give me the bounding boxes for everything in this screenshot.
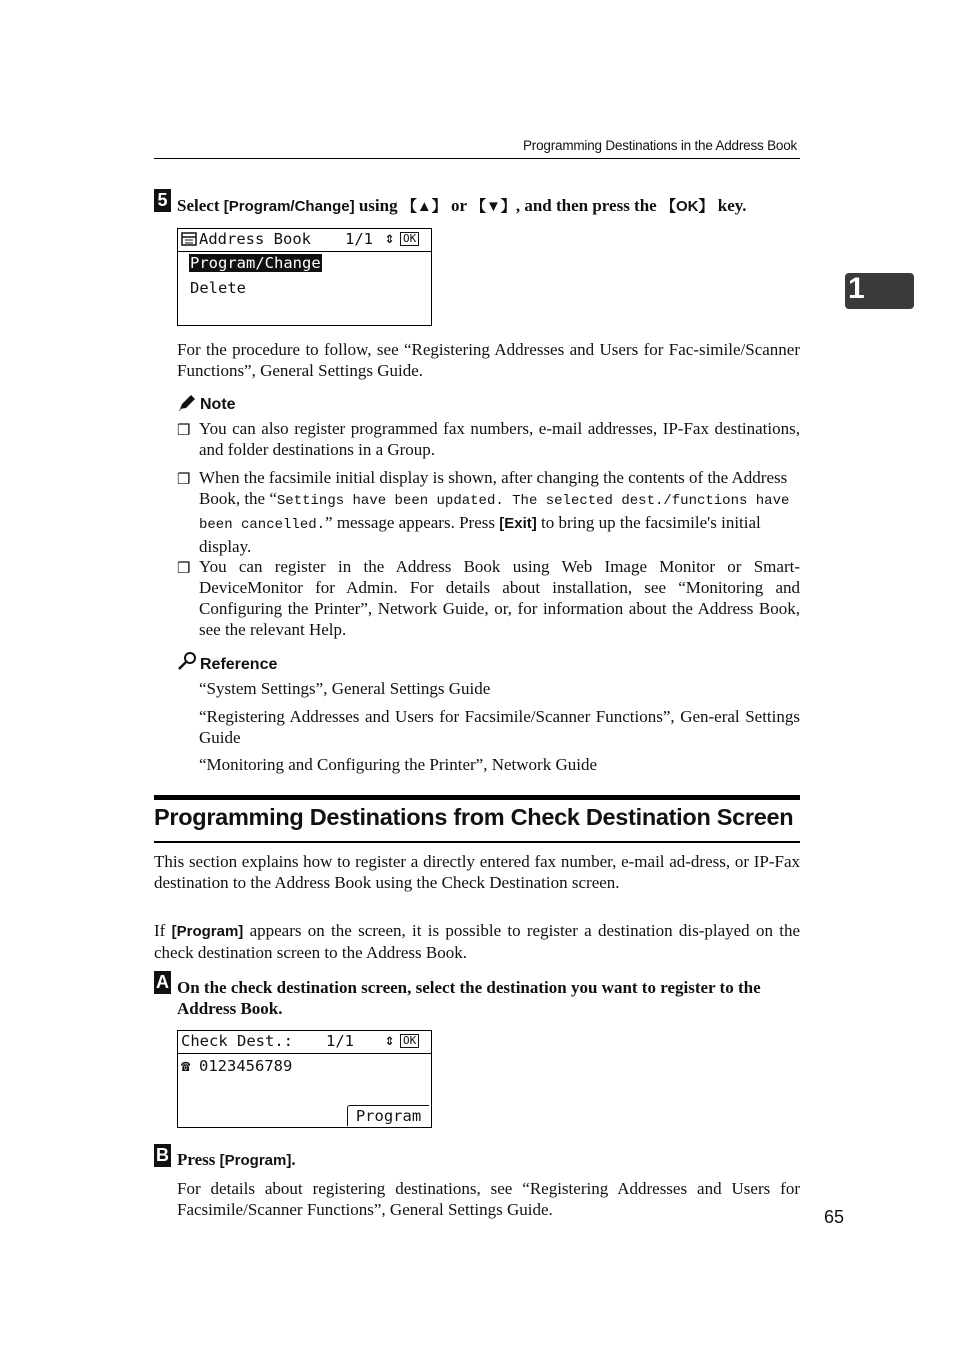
lcd-ok-button[interactable]: OK xyxy=(400,1034,419,1048)
step-b-detail: For details about registering destinations, see “Registering Addresses and Users for Facsimile/Scanner Functions”, General Settings Guide. xyxy=(177,1179,800,1219)
lcd-title-bar xyxy=(178,229,431,252)
program-change-key: [Program/Change] xyxy=(223,198,355,215)
section-intro: This section explains how to register a directly entered fax number, e-mail ad-dress, or IP-Fax destination to the Address Book using the Check Destination screen. xyxy=(154,852,800,892)
lcd-page-indicator: 1/1 xyxy=(345,230,373,248)
reference-item-3: “Monitoring and Configuring the Printer”, Network Guide xyxy=(199,755,598,774)
procedure-paragraph: For the procedure to follow, see “Registering Addresses and Users for Fac-simile/Scanner Functions”, General Settings Guide. xyxy=(177,340,800,380)
reference-item-2: “Registering Addresses and Users for Facsimile/Scanner Functions”, Gen-eral Settings Guide xyxy=(199,707,800,747)
note-bullet-2: ❒ xyxy=(177,472,191,488)
note-item-1: You can also register programmed fax numbers, e-mail addresses, IP-Fax destinations, and folder destinations in a Group. xyxy=(199,419,800,459)
running-header: Programming Destinations in the Address Book xyxy=(523,138,798,153)
note-item-2: When the facsimile initial display is shown, after changing the contents of the Address Book, the “Settings have been updated. The selected dest./functions have been cancelled.” message appears. Press [Exit] to bring up the facsimile's initial display. xyxy=(199,468,790,556)
section-top-bar xyxy=(154,795,800,800)
note-bullet-3: ❒ xyxy=(177,561,191,577)
reference-heading: Reference xyxy=(177,651,198,676)
settings-updated-message: Settings have been updated. The selected dest./functions have been cancelled. xyxy=(199,493,790,533)
step-a-marker: A xyxy=(156,972,169,992)
reference-item-1: “System Settings”, General Settings Guide xyxy=(199,679,491,698)
scroll-arrows-icon: ⇕ xyxy=(385,1031,395,1049)
lcd-title: Check Dest.: xyxy=(181,1032,293,1050)
lcd-title: Address Book xyxy=(199,230,311,248)
menu-item-delete[interactable]: Delete xyxy=(190,279,246,297)
magnifier-icon xyxy=(177,658,198,675)
note-bullet-1: ❒ xyxy=(177,423,191,439)
menu-item-program-change[interactable]: Program/Change xyxy=(190,254,321,272)
exit-key: [Exit] xyxy=(499,515,537,532)
program-key: [Program] xyxy=(171,923,244,940)
pencil-icon xyxy=(177,399,196,416)
section-program-paragraph: If [Program] appears on the screen, it is possible to register a destination dis-played on the check destination screen to the Address Book. xyxy=(154,921,800,962)
step-5-instruction: Select [Program/Change] using 【▲】 or 【▼】, and then press the 【OK】 key. xyxy=(177,196,747,215)
lcd-check-destination-screen xyxy=(177,1030,432,1128)
address-book-icon xyxy=(181,231,197,251)
section-title: Programming Destinations from Check Destination Screen xyxy=(154,804,794,830)
up-key: 【▲】 xyxy=(401,198,447,215)
destination-number[interactable]: 0123456789 xyxy=(199,1057,293,1075)
lcd-title-bar xyxy=(178,1031,431,1054)
section-bottom-rule xyxy=(154,841,800,843)
step-5-marker: 5 xyxy=(154,189,171,212)
scroll-arrows-icon: ⇕ xyxy=(385,229,395,247)
step-a-instruction: On the check destination screen, select the destination you want to register to the Address Book. xyxy=(177,978,761,1018)
header-rule xyxy=(154,158,800,159)
down-key: 【▼】 xyxy=(470,198,516,215)
step-b-instruction: Press [Program]. xyxy=(177,1150,296,1169)
lcd-program-button[interactable]: Program xyxy=(347,1105,429,1126)
chapter-number: 1 xyxy=(848,272,865,305)
note-heading: Note xyxy=(177,394,196,417)
phone-icon: ☎ xyxy=(181,1057,191,1075)
note-item-3: You can register in the Address Book using Web Image Monitor or Smart-DeviceMonitor for Admin. For details about installation, see “Monitoring and Configuring the Printer”, Network Guide, or, for information about the Address Book, see the relevant Help. xyxy=(199,557,800,639)
step-b-marker: B xyxy=(156,1145,169,1165)
lcd-page-indicator: 1/1 xyxy=(326,1032,354,1050)
ok-key: 【OK】 xyxy=(660,198,714,215)
program-key: [Program] xyxy=(219,1152,292,1169)
lcd-ok-button[interactable]: OK xyxy=(400,232,419,246)
page-number: 65 xyxy=(824,1207,845,1227)
lcd-address-book-screen xyxy=(177,228,432,326)
